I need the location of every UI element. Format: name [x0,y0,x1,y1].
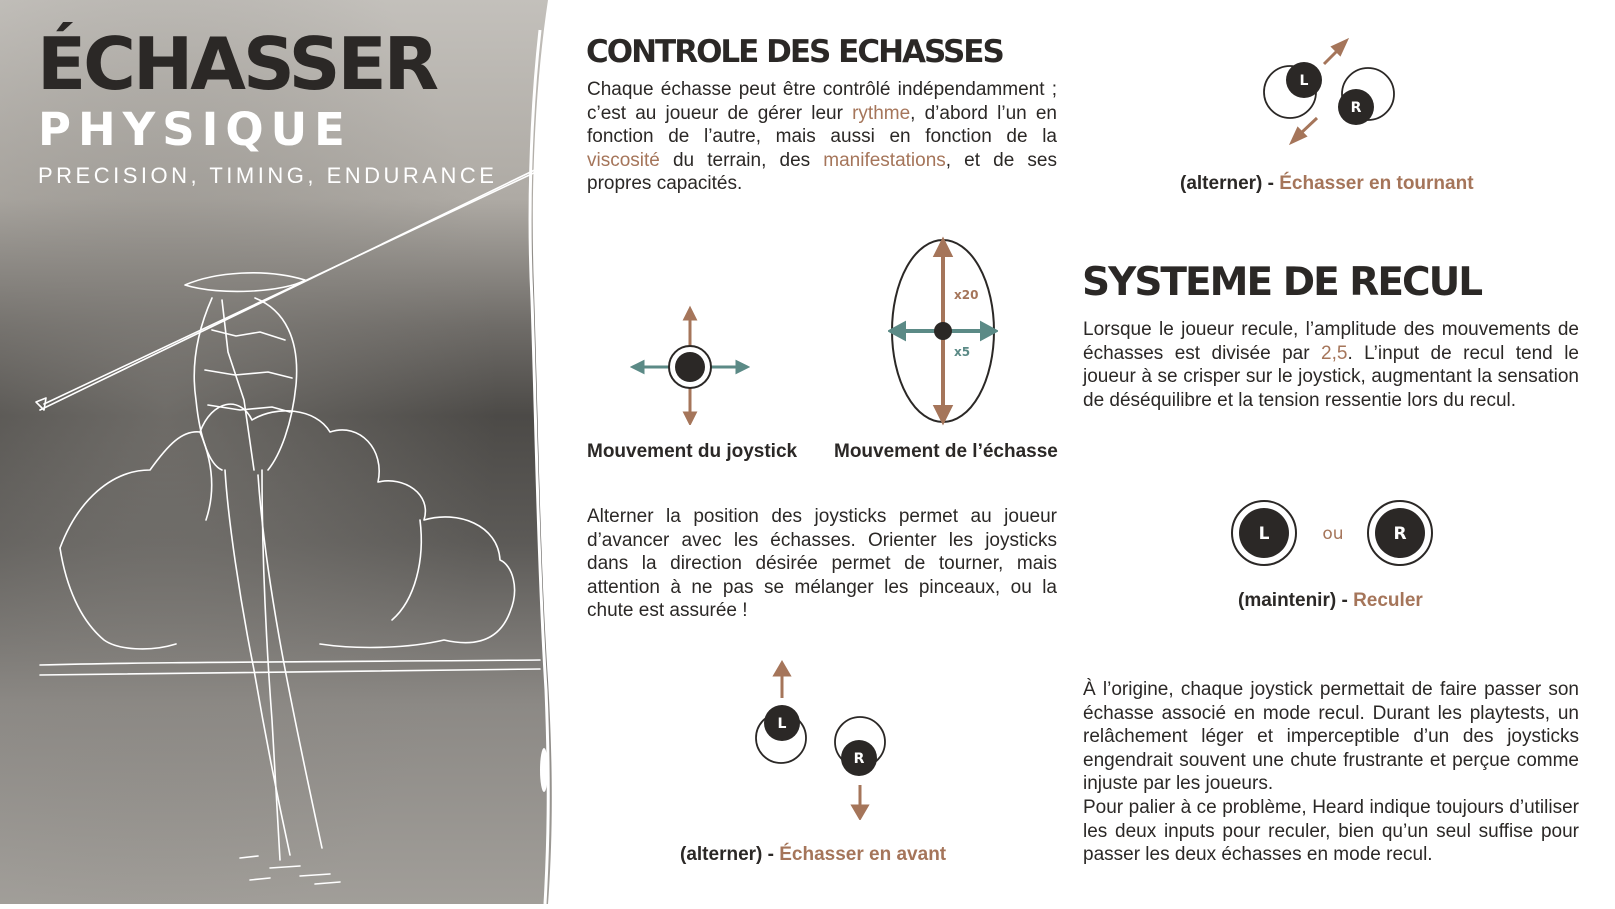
stilt-movement-caption: Mouvement de l’échasse [834,441,1058,462]
controle-intro-paragraph [587,78,1057,196]
right-button-label: R [853,751,865,767]
alternate-paragraph: Alterner la position des joysticks permet au joueur d’avancer avec les échasses. Orienter les joysticks dans la direction désirée permet de tourner, mais attention à ne pas se mélanger les pinceaux, ou la chute est assurée ! [587,506,1057,622]
recul-buttons-diagram [1228,497,1438,569]
or-label: ou [1322,524,1344,544]
recul-origin-text: À l’origine, chaque joystick permettait de faire passer son échasse associé en mode recul. Durant les playtests, un relâchement léger et imperceptible d’un des joysticks engendrait souvent une chute frustrante et perçue comme injuste par les joueurs. [1083,679,1579,795]
highlight-manifestations: manifestations [823,149,946,171]
forward-caption [680,844,946,866]
forward-action: Échasser en avant [779,844,947,865]
turn-left-button-label: L [1299,73,1309,89]
recul-separator: - [1336,590,1354,611]
recul-right-button-label: R [1393,524,1407,544]
section-heading-recul: SYSTEME DE RECUL [1082,260,1482,305]
turn-separator: - [1262,173,1280,194]
turn-action: Échasser en tournant [1279,173,1474,194]
highlight-ratio: 2,5 [1321,342,1348,364]
page-tagline: PRECISION, TIMING, ENDURANCE [38,163,498,188]
highlight-viscosite: viscosité [587,149,660,171]
section-heading-controle: CONTROLE DES ECHASSES [586,34,1003,70]
forward-walk-diagram [742,660,892,820]
recul-caption [1238,590,1423,612]
recul-intro-text-1: Lorsque le joueur recule, l’amplitude des mouvements de échasses est divisée par [1083,319,1579,364]
turn-right-button-label: R [1350,100,1362,116]
horizontal-multiplier-label: x5 [954,345,971,359]
vertical-multiplier-label: x20 [954,288,979,302]
recul-left-button-label: L [1258,524,1270,544]
forward-mode: (alterner) [680,844,763,865]
stilt-movement-diagram [888,236,998,426]
recul-action: Reculer [1353,590,1423,611]
controle-intro-text-1: Chaque échasse peut être contrôlé indépendamment ; c’est au joueur de gérer leur [587,79,1057,124]
recul-origin-paragraph [1083,678,1579,867]
illustration-panel [0,0,560,904]
recul-mode: (maintenir) [1238,590,1337,611]
controle-intro-text-4: , et de ses propres capacités. [587,149,1057,195]
page-subtitle: PHYSIQUE [38,103,352,156]
recul-solution-text: Pour palier à ce problème, Heard indique toujours d’utiliser les deux inputs pour reculer, bien qu’un seul suffise pour passer les deux échasses en mode recul. [1083,796,1579,866]
turn-caption [1180,173,1474,195]
turn-walk-diagram [1262,36,1407,151]
forward-separator: - [762,844,780,865]
highlight-rythme: rythme [852,102,911,124]
joystick-movement-diagram [630,305,750,425]
controle-intro-text-2: , d’abord l’un en fonction de l’autre, mais aussi en fonction de la [587,102,1057,148]
page-title: ÉCHASSER [37,22,437,106]
recul-intro-text-2: . L’input de recul tend le joueur à se crisper sur le joystick, augmentant la sensation de déséquilibre et la tension ressentie lors du recul. [1083,342,1579,411]
left-button-label: L [777,716,787,732]
turn-mode: (alterner) [1180,173,1263,194]
controle-intro-text-3: du terrain, des [659,149,824,171]
recul-intro-paragraph [1083,318,1579,412]
joystick-movement-caption: Mouvement du joystick [587,441,798,462]
